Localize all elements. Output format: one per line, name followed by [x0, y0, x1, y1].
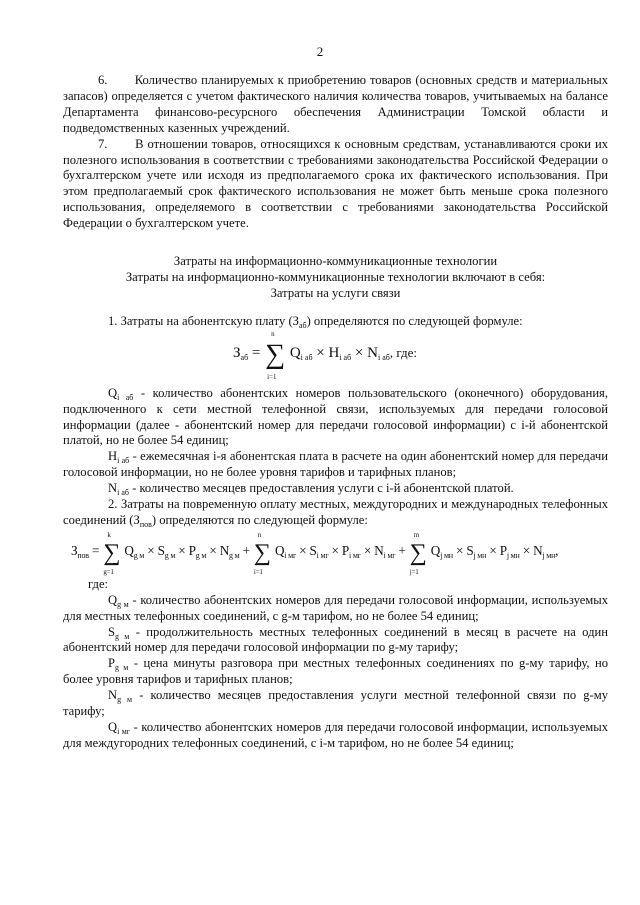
page-number: 2 [316, 44, 324, 59]
formula-time-based-calls: $З_{пов}$ = ∑ k g=1 $Q_{g м} \times S_{g м} \times P_{g м} \times N_{g м}$ + ∑ n i=1 $Q_{i мг} \times S_{i мг} \times P_{i мг} \times N_{i мг}$ + ∑ m j=1 $Q_{j мн} \times S_{j мн} \times P_{j мн} \times N_{j мн}$, [71, 530, 559, 576]
definition-q-gm: $Q_{g м}$ - количество абонентских номеров для передачи голосовой информации, используемых для местных телефонных соединений, с g-м тарифом, но не более 54 единиц; [63, 592, 609, 623]
definition-h-ab: $H_{i аб}$ - ежемесячная i-я абонентская плата в расчете на один абонентский номер для передачи голосовой информации, но не более уровня тарифов и тарифных планов; [63, 449, 608, 480]
definition-n-ab: $N_{i аб}$ - количество месяцев предоставления услуги с i-й абонентской платой. [108, 481, 514, 498]
sum-symbol: ∑ k g=1 [103, 530, 121, 576]
paragraph-7: 7. В отношении товаров, относящихся к основным средствам, устанавливаются сроки их полезного использования в соответствии с требованиями законодательства Российской Федерации о бухгалтерском учете или исходя из предполагаемого срока их фактического использования. При этом предполагаемый срок фактического использования не может быть меньше срока полезного использования, определяемого в соответствии с требованиями законодательства Российской Федерации о бухгалтерском учете. [63, 136, 608, 231]
sum-symbol: ∑ m j=1 [409, 530, 427, 576]
sum-symbol: ∑ n i=1 [253, 530, 271, 576]
definition-q-img: $Q_{i мг}$ - количество абонентских номеров для передачи голосовой информации, используемых для междугородних телефонных соединений, с i-м тарифом, но не более 54 единиц; [63, 720, 608, 750]
definition-p-gm: $P_{g м}$ - цена минуты разговора при местных телефонных соединениях по g-му тарифу, но более уровня тарифов и тарифных планов; [63, 656, 609, 687]
section-subheading: Затраты на информационно-коммуникационные технологии включают в себя: [125, 269, 546, 284]
subsection-heading: Затраты на услуги связи [270, 285, 401, 300]
where-label: где: [88, 576, 109, 591]
definition-q-ab: $Q_{i аб}$ - количество абонентских номеров пользовательского (оконечного) оборудования, подключенного к сети местной телефонной связи, используемых для передачи голосовой информации (далее - абонентский номер для передачи голосовой информации) с i-й абонентской платой, но не более 54 единиц; [63, 385, 608, 448]
item-1-intro: 1. Затраты на абонентскую плату $(З_{аб})$ определяются по следующей формуле: [108, 313, 523, 330]
section-heading: Затраты на информационно-коммуникационные технологии [173, 254, 498, 269]
paragraph-6: 6. Количество планируемых к приобретению товаров (основных средств и материальных запасов) определяется с учетом фактического наличия количества товаров, учитываемых на балансе Департамента финансово-ресурсного обеспечения Администрации Томской области и подведомственных казенных учреждений. [63, 73, 608, 135]
definition-s-gm: $S_{g м}$ - продолжительность местных телефонных соединений в месяц в расчете на один абонентский номер для передачи голосовой информации по g-му тарифу; [63, 624, 609, 655]
item-2-intro: 2. Затраты на повременную оплату местных, междугородних и международных телефонных соединений $(З_{пов})$ определяются по следующей формуле: [63, 497, 608, 529]
document-body [63, 73, 608, 752]
formula-subscription-fee: $З_{аб}$ = ∑ n i=1 $Q_{i аб} \times H_{i аб} \times N_{i аб}$, где: [233, 329, 418, 381]
definition-n-gm: $N_{g м}$ - количество месяцев предоставления услуги местной телефонной связи по g-му тарифу; [63, 688, 609, 719]
sum-symbol: ∑ n i=1 [265, 329, 286, 381]
